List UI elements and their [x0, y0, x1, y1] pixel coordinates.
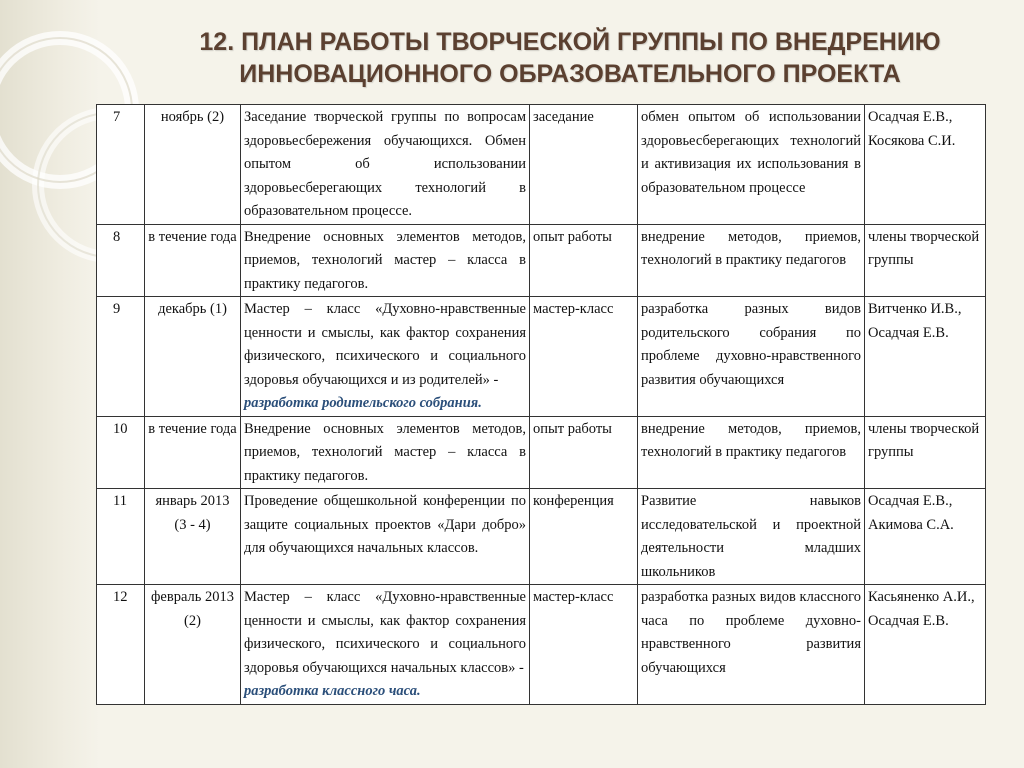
form-cell-text: мастер-класс: [533, 589, 614, 605]
highlight-text: разработка классного часа.: [244, 683, 421, 699]
content-cell: [241, 105, 530, 225]
slide-title-line-2: ИННОВАЦИОННОГО ОБРАЗОВАТЕЛЬНОГО ПРОЕКТА: [239, 60, 901, 88]
responsible-cell: [865, 105, 986, 225]
content-cell-text: Внедрение основных элементов методов, приемов, технологий мастер – класса в практику педагогов.: [244, 420, 526, 484]
content-cell: [241, 416, 530, 489]
table-row: [97, 224, 986, 297]
row-number-cell-text: 10: [113, 420, 128, 437]
form-cell: [530, 585, 638, 705]
date-cell: [145, 105, 241, 225]
responsible-cell: [865, 224, 986, 297]
date-cell: [145, 585, 241, 705]
result-cell-text: обмен опытом об использовании здоровьесберегающих технологий и активизация их использования в образовательном процессе: [641, 109, 861, 196]
content-cell-text: Внедрение основных элементов методов, приемов, технологий мастер – класса в практику педагогов.: [244, 228, 526, 292]
date-cell-text: январь 2013 (3 - 4): [155, 493, 230, 533]
date-cell: [145, 297, 241, 417]
date-cell-text: февраль 2013 (2): [151, 589, 234, 629]
result-cell: [638, 416, 865, 489]
form-cell-text: заседание: [533, 109, 594, 125]
responsible-cell: [865, 585, 986, 705]
result-cell: [638, 224, 865, 297]
date-cell-text: в течение года: [148, 228, 237, 245]
result-cell: [638, 489, 865, 585]
result-cell: [638, 105, 865, 225]
row-number-cell: [97, 105, 145, 225]
row-number-cell-text: 7: [113, 109, 121, 125]
form-cell: [530, 489, 638, 585]
table-row: [97, 489, 986, 585]
row-number-cell-text: 12: [113, 589, 128, 605]
row-number-cell-text: 9: [113, 301, 121, 317]
responsible-cell-text: Касьяненко А.И., Осадчая Е.В.: [868, 589, 975, 629]
form-cell: [530, 416, 638, 489]
date-cell-text: декабрь (1): [158, 301, 227, 317]
table-row: [97, 416, 986, 489]
result-cell: [638, 585, 865, 705]
form-cell: [530, 297, 638, 417]
date-cell: [145, 416, 241, 489]
form-cell-text: опыт работы: [533, 228, 612, 245]
responsible-cell-text: члены творческой группы: [868, 228, 980, 268]
row-number-cell: [97, 489, 145, 585]
result-cell-text: разработка разных видов классного часа по проблеме духовно- нравственного развития обучающихся: [641, 589, 861, 676]
table-row: [97, 585, 986, 705]
content-cell: [241, 489, 530, 585]
responsible-cell: [865, 297, 986, 417]
form-cell-text: конференция: [533, 493, 614, 509]
date-cell: [145, 489, 241, 585]
responsible-cell-text: Витченко И.В., Осадчая Е.В.: [868, 301, 962, 341]
plan-table: [96, 104, 986, 705]
responsible-cell: [865, 489, 986, 585]
table-row: [97, 105, 986, 225]
slide-title-line-1: 12. ПЛАН РАБОТЫ ТВОРЧЕСКОЙ ГРУППЫ ПО ВНЕДРЕНИЮ: [199, 28, 941, 56]
plan-table-body: [97, 105, 986, 705]
row-number-cell: [97, 585, 145, 705]
content-cell: [241, 297, 530, 417]
responsible-cell-text: Осадчая Е.В., Косякова С.И.: [868, 109, 956, 149]
form-cell-text: мастер-класс: [533, 301, 614, 317]
date-cell-text: ноябрь (2): [160, 109, 225, 125]
content-cell-text: Мастер – класс «Духовно-нравственные ценности и смыслы, как фактор сохранения физического, психического и социального здоровья обучающихся и из родителей» -: [244, 301, 526, 388]
content-cell: [241, 585, 530, 705]
row-number-cell: [97, 224, 145, 297]
form-cell: [530, 105, 638, 225]
table-row: [97, 297, 986, 417]
row-number-cell-text: 11: [113, 493, 127, 509]
form-cell-text: опыт работы: [533, 420, 612, 437]
content-cell-text: Мастер – класс «Духовно-нравственные ценности и смыслы, как фактор сохранения физического, психического и социального здоровья обучающихся начальных классов» -: [244, 589, 526, 676]
responsible-cell-text: члены творческой группы: [868, 420, 980, 460]
result-cell-text: внедрение методов, приемов, технологий в практику педагогов: [641, 228, 861, 268]
result-cell-text: внедрение методов, приемов, технологий в практику педагогов: [641, 420, 861, 460]
slide-title: [150, 26, 990, 90]
form-cell: [530, 224, 638, 297]
content-cell-text: Проведение общешкольной конференции по защите социальных проектов «Дари добро» для обучающихся начальных классов.: [244, 493, 526, 556]
result-cell-text: Развитие навыков исследовательской и проектной деятельности младших школьников: [641, 493, 861, 580]
content-cell: [241, 224, 530, 297]
row-number-cell: [97, 416, 145, 489]
row-number-cell: [97, 297, 145, 417]
result-cell: [638, 297, 865, 417]
responsible-cell-text: Осадчая Е.В., Акимова С.А.: [868, 493, 954, 533]
responsible-cell: [865, 416, 986, 489]
highlight-text: разработка родительского собрания.: [244, 395, 482, 411]
content-cell-text: Заседание творческой группы по вопросам здоровьесбережения обучающихся. Обмен опытом об использовании здоровьесберегающих технологий в образовательном процессе.: [244, 109, 526, 219]
result-cell-text: разработка разных видов родительского собрания по проблеме духовно-нравственного развития обучающихся: [641, 301, 861, 388]
row-number-cell-text: 8: [113, 228, 121, 245]
date-cell: [145, 224, 241, 297]
date-cell-text: в течение года: [148, 420, 237, 437]
